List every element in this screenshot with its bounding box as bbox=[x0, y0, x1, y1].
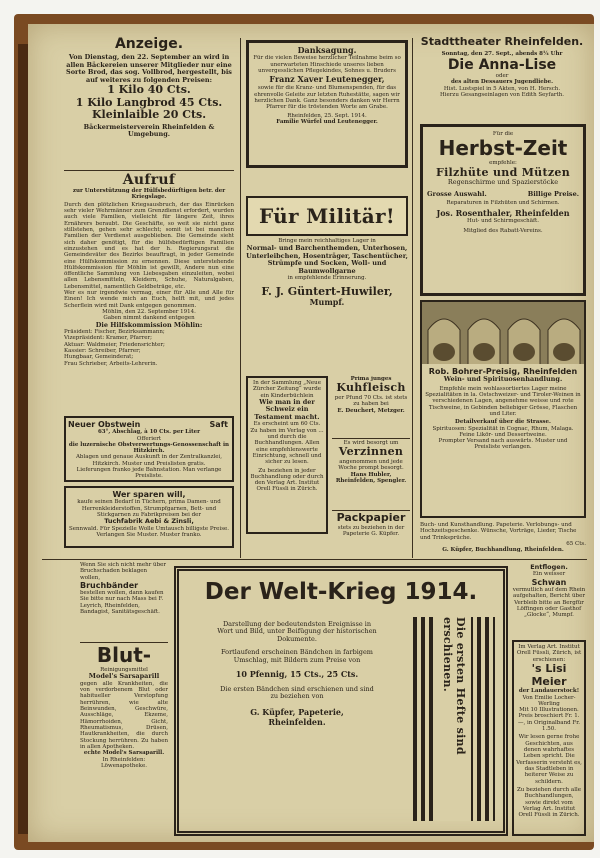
danksagung-ad bbox=[246, 40, 408, 168]
aufruf-title: Aufruf bbox=[122, 172, 176, 188]
kuhfleisch-price: per Pfund 70 Cts. ist stets zu haben bei bbox=[334, 394, 408, 408]
aufruf-closing: Gaben nimmt dankend entgegen bbox=[103, 315, 195, 322]
entflogen-ad bbox=[512, 564, 586, 636]
ad-rule bbox=[64, 170, 234, 171]
theater-line-3: Hist. Lustspiel in 5 Akten, von H. Hersch. bbox=[443, 85, 561, 92]
aufruf-subtitle: zur Unterstützung der Hülfsbedürftigen betr. der Kriegslage. bbox=[72, 188, 226, 201]
verzinnen-ad bbox=[332, 440, 410, 508]
aufruf-body: Durch den plötzlichen Kriegsausbruch, der das Einrücken sehr vieler Wehrmänner zum Grenzdienst erfordert, wurden auch viele Familien, vielleicht für längere Zeit, ihres Ernährers beraubt. Die Geschäfte, so weit sie nicht ganz stillstehen, gehen sehr schlecht; somit ist bei manchen Familien der Verdienst ausgeblieben. Die Gemeinde sieht sich daher genötigt, für die hülfsbedürftigen Familien einzustehen und es hat der h. Regierungsrat die Gemeindeväter des Bezirks beauftragt, in jeder Gemeinde eine Hülfskommission zu ernennen. Diese unterstehende Hülfskommission für Möhlin ist gewillt, Andere nun eine öffentliche Sammlung von Liebesgaben einzuleiten, wobei allen Lebensmitteln, Kleidern, Schuhe, Naturalgaben, Lebensmittel, namentlich Geldbeträge, etc. bbox=[64, 201, 234, 290]
herbst-items: Filzhüte und Mützen bbox=[435, 165, 571, 179]
weltkrieg-town: Rheinfelden. bbox=[268, 716, 326, 727]
entflogen-title: Entflogen. bbox=[530, 564, 568, 571]
obstwein-line-1: 63°, Abschlag, à 10 Cts. per Liter bbox=[97, 429, 201, 436]
bruchbaender-ad bbox=[80, 562, 168, 640]
sparen-title: Wer sparen will, bbox=[112, 490, 186, 499]
kuhfleisch-title: Prima junges bbox=[350, 376, 392, 382]
weltkrieg-line-2: Wort und Bild, unter Beifügung der historischen bbox=[217, 627, 377, 636]
kuepfer-price: 65 Cts. bbox=[566, 540, 586, 547]
weltkrieg-vertical-text: Die ersten Hefte sind erschienen. bbox=[437, 617, 471, 821]
verzinnen-title: Verzinnen bbox=[338, 445, 404, 459]
obstwein-line-3: die luzernische Obstverwertungs-Genossenschaft in Hitzkirch. bbox=[68, 441, 230, 455]
packpapier-ad bbox=[332, 512, 410, 556]
danksagung-signature: Familie Würfel und Leutenegger. bbox=[276, 118, 378, 125]
herbst-recommend: empfehle: bbox=[489, 160, 517, 167]
blut-footer-2: In Rheinfelden: Löwenapotheke. bbox=[101, 756, 147, 769]
theater-date: Sonntag, den 27. Sept., abends 8¼ Uhr bbox=[441, 50, 563, 57]
testament-ad bbox=[246, 376, 328, 534]
entflogen-body-2: vermutlich auf dem Rhein aufgehalten, Bericht über Verbleib bitte an Bergfür Löffingen oder Gasthof „Glocke“, Mumpf. bbox=[512, 586, 586, 619]
aufruf-member: Aktuar: Waldmeier, Friedensrichter; bbox=[64, 341, 165, 348]
militaer-ad bbox=[246, 238, 408, 356]
obstwein-line-5: Lieferungen franko jede Bahnstation. Man verlange Preisliste. bbox=[76, 467, 222, 480]
weltkrieg-line-6: Die ersten Bändchen sind erschienen und sind bbox=[220, 684, 374, 693]
lisi-meier-body-2: Wir lesen gerne frohe Geschichten, aus denen wahrhaftes Leben spricht. Die Verfasserin versteht es, das Stadtleben in heiterer Weise zu schildern. bbox=[516, 734, 582, 785]
aufruf-member: Präsident: Fischer, Bezirksammann; bbox=[64, 329, 165, 336]
weinhandlung-title: Rob. Bohrer-Preisig, Rheinfelden bbox=[428, 367, 578, 376]
weltkrieg-prices: 10 Pfennig, 15 Cts., 25 Cts. bbox=[235, 669, 359, 680]
sparen-firm: Tuchfabrik Aebi & Zinsli, bbox=[104, 517, 194, 526]
herbst-title: Herbst-Zeit bbox=[438, 136, 568, 161]
newspaper-page bbox=[28, 24, 594, 842]
sparen-body: kaufe seinen Bedarf in Tüchern, prima Damen- und Herrenkleiderstoffen, Strumpfgarnen, Bett- und Stickgarnen zu Fabrikpreisen bei der bbox=[77, 499, 221, 518]
bruchbaender-title: Bruchbänder bbox=[80, 580, 139, 590]
blut-subtitle: Reinigungsmittel bbox=[100, 667, 148, 673]
militaer-title: Für Militär! bbox=[259, 204, 395, 228]
entflogen-animal: Schwan bbox=[531, 577, 567, 587]
anzeige-price-2: 1 Kilo Langbrod 45 Cts. bbox=[75, 95, 223, 109]
aufruf-commission: Die Hilfskommission Möhlin: bbox=[95, 320, 203, 329]
kuhfleisch-title-2: Kuhfleisch bbox=[336, 381, 406, 395]
theater-line-2: des alten Dessauers Jugendliebe. bbox=[450, 79, 554, 86]
anzeige-price-1: 1 Kilo 40 Cts. bbox=[107, 82, 191, 96]
danksagung-name: Franz Xaver Leutenegger, bbox=[269, 74, 385, 85]
herbst-prices: Billige Preise. bbox=[527, 189, 579, 198]
lisi-meier-intro: Im Verlag Art. Institut Orell Füssli, Zürich, ist erschienen: bbox=[516, 644, 582, 663]
blut-body: gegen alle Krankheiten, die von verdorbenem Blut oder habitueller Verstopfung herrühren, wie alte Beinwunden, Geschwüre, Ausschläge, Ekzeme, Hämorrhoiden, Gicht, Rheumatismus, Drüsen, Hautkrankheiten, die durch Stockung herrühren. Zu haben in allen Apotheken. bbox=[80, 680, 168, 750]
testament-body: In der Sammlung „Neue Zürcher Zeitung“ wurde ein Kinderbüchlein bbox=[252, 380, 322, 399]
aufruf-place-date: Möhlin, den 22. September 1914. bbox=[102, 309, 196, 316]
lisi-meier-body: Mit 10 Illustrationen. Preis broschiert Fr. 1. —, in Originalband Fr. 1.50. bbox=[517, 707, 580, 733]
lisi-meier-ad bbox=[512, 640, 586, 836]
bruchbaender-intro: Wenn Sie sich nicht mehr über Bruchschaden beklagen wollen, bbox=[80, 562, 166, 581]
weltkrieg-line-1: Darstellung der bedeutendsten Ereignisse in bbox=[222, 620, 372, 628]
militaer-outro: in empfehlende Erinnerung. bbox=[287, 275, 367, 282]
danksagung-title: Danksagung. bbox=[297, 45, 357, 55]
kuepfer-ad bbox=[420, 522, 586, 558]
kuepfer-body: Buch- und Kunsthandlung. Papeterie. Verlobungs- und Hochzeitsgeschenke. Wünsche, Vorträge, Lieder, Tische und Trinksprüche. bbox=[420, 522, 577, 541]
danksagung-body-2: sowie für die Kranz- und Blumenspenden, für das ehrenvolle Geleite zur letzten Ruhestätte, sagen wir herzlichen Dank. Ganz besonders danken wir Herrn Pfarrer für die tröstenden Worte am Grabe. bbox=[254, 85, 400, 111]
theater-line-4: Hierzu Gesangseinlagen von Edith Seyfarth. bbox=[439, 91, 564, 98]
militaer-items: Normal- und Barchenthemden, Unterhosen, Unterleibchen, Hosenträger, Taschentücher, Strümpfe und Socken, Woll- und Baumwollgarne bbox=[246, 244, 408, 275]
bruchbaender-body: bestellen wollen, dann kaufen Sie bitte nur nach Mass bei F. Leyrich, Rheinfelden, Bandagist, Sanitätsgeschäft. bbox=[80, 590, 164, 616]
aufruf-member: Kassier: Schreiber, Pfarrer; bbox=[64, 348, 141, 355]
anzeige-intro: Von Dienstag, den 22. September an wird in allen Bäckereien unserer Mitglieder nur eine Sorte Brod, das sog. Vollbrod, hergestellt, bis auf weiteres zu folgenden Preisen: bbox=[66, 53, 232, 84]
kuhfleisch-seller: E. Deuchert, Metzger. bbox=[337, 407, 405, 414]
aufruf-member: Hungbaar, Gemeinderat; bbox=[64, 354, 134, 361]
kuhfleisch-ad bbox=[332, 376, 410, 436]
aufruf-member: Frau Schrieber, Arbeits-Lehrerin. bbox=[64, 360, 158, 367]
herbst-selection: Grosse Auswahl. bbox=[427, 189, 487, 198]
blut-footer: echte Model's Sarsaparill. bbox=[83, 750, 165, 757]
weltkrieg-ad bbox=[174, 566, 508, 836]
theater-ad bbox=[416, 36, 588, 122]
herbst-member: Mitglied des Rabatt-Vereins. bbox=[463, 227, 543, 234]
blut-product: Model's Sarsaparill bbox=[88, 672, 160, 681]
herbst-ad bbox=[420, 124, 586, 296]
weltkrieg-line-5: Umschlag, mit Bildern zum Preise von bbox=[233, 655, 361, 664]
packpapier-body: stets zu beziehen in der Papeterie G. Küpfer. bbox=[337, 524, 405, 537]
theater-play: Die Anna-Lise bbox=[447, 56, 557, 73]
obstwein-line-4: Ablagen und genaue Auskunft in der Zentralkanzlei, Hitzkirch. Muster und Preislisten gratis. bbox=[75, 454, 223, 467]
obstwein-line-2: Offeriert bbox=[136, 435, 162, 442]
theater-title: Stadttheater Rheinfelden. bbox=[420, 36, 584, 48]
packpapier-title: Packpapier bbox=[336, 512, 406, 524]
weinhandlung-subtitle: Wein- und Spirituosenhandlung. bbox=[443, 375, 563, 384]
weinhandlung-ad bbox=[420, 300, 586, 518]
militaer-firm: F. J. Güntert-Huwiler, bbox=[261, 284, 393, 298]
danksagung-place-date: Rheinfelden, 25. Sept. 1914. bbox=[287, 112, 367, 119]
column-rule bbox=[240, 38, 241, 558]
aufruf-ad bbox=[64, 172, 234, 412]
anzeige-ad bbox=[64, 36, 234, 139]
column-rule bbox=[412, 38, 413, 558]
aufruf-member: Vizepräsident: Kramer, Pfarrer; bbox=[64, 335, 152, 342]
testament-body-2: Es erscheint um 60 Cts. Zu haben im Verlag von ... und durch die Buchhandlungen. Allen eine empfehlenswerte Einrichtung, schnell und sicher zu lesen. bbox=[250, 421, 324, 466]
obstwein-ad bbox=[64, 416, 234, 482]
aufruf-appeal: Wer es nur irgendwie vermag, einer für Alle und Alle für Einen! Ich wende mich an Euch, helft mit, und jedes Scherflein wird mit Dank entgegen genommen. bbox=[64, 290, 234, 309]
weinhandlung-line-1: Detailverkauf über die Strasse. bbox=[455, 419, 551, 426]
weinhandlung-body: Empfehle mein wohlassortiertes Lager meine Spezialitäten in la. Ostschweizer- und Tiroler-Weinen in verschiedenen Lagen, angenehme weisse und rote Tischweine, in Gebinden beliebiger Grösse, Flaschen und Liter. bbox=[425, 385, 581, 417]
militaer-intro: Bringe mein reichhaltiges Lager in bbox=[278, 238, 376, 244]
militaer-banner bbox=[246, 196, 408, 236]
weltkrieg-line-7: zu beziehen von bbox=[270, 692, 324, 700]
testament-seller: Zu beziehen in jeder Buchhandlung oder durch den Verlag Art. Institut Orell Füssli in Zürich. bbox=[250, 467, 324, 493]
anzeige-title: Anzeige. bbox=[114, 36, 184, 52]
blut-ad bbox=[80, 644, 168, 838]
herbst-repair: Reparaturen in Filzhüten und Schirmen. bbox=[446, 199, 560, 206]
verzinnen-seller: Hans Hubler, Rheinfelden, Spengler. bbox=[335, 471, 407, 484]
militaer-town: Mumpf. bbox=[309, 297, 345, 308]
testament-title: Wie man in der Schweiz ein Testament macht. bbox=[254, 397, 320, 421]
herbst-firm-2: Hut- und Schirmgeschäft. bbox=[467, 218, 539, 225]
sparen-ad bbox=[64, 486, 234, 548]
lisi-meier-seller: Zu beziehen durch alle Buchhandlungen, sowie direkt vom Verlag Art. Institut Orell Füssli in Zürich. bbox=[516, 786, 581, 819]
lisi-meier-author: Von Emilie Locher-Werling bbox=[522, 694, 576, 707]
weinhandlung-line-2: Spirituosen: Spezialität in Cognac, Rhum, Malaga. Feine Likör- und Dessertweine. bbox=[432, 425, 574, 438]
lisi-meier-subtitle: der Landauerstock! bbox=[518, 688, 580, 695]
blut-title: Blut- bbox=[96, 644, 152, 667]
sparen-address: Sennwald. Für Spezielle Wolle Umtausch billigste Preise. Verlangen Sie Muster. Muster franko. bbox=[68, 525, 230, 538]
ad-rule bbox=[80, 642, 168, 643]
ad-rule bbox=[332, 510, 410, 511]
verzinnen-intro: Es wird besorgt um bbox=[343, 440, 399, 446]
anzeige-signature: Bäckermeisterverein Rheinfelden & Umgebung. bbox=[83, 122, 215, 139]
herbst-items-2: Regenschirme und Spazierstöcke bbox=[447, 178, 559, 187]
anzeige-price-3: Kleinlaible 20 Cts. bbox=[91, 108, 207, 122]
entflogen-body: Ein weisser bbox=[532, 571, 566, 578]
obstwein-title: Neuer Obstwein bbox=[68, 420, 141, 429]
weltkrieg-seller: G. Küpfer, Papeterie, bbox=[250, 707, 344, 718]
kuepfer-seller: G. Küpfer, Buchhandlung, Rheinfelden. bbox=[442, 547, 564, 554]
obstwein-title-2: Saft bbox=[209, 420, 228, 429]
section-rule bbox=[42, 559, 587, 560]
weltkrieg-line-3: Dokumente. bbox=[277, 634, 317, 643]
weinhandlung-line-3: Prompter Versand nach auswärts. Muster und Preisliste verlangen. bbox=[438, 438, 568, 451]
theater-line-1: oder bbox=[495, 73, 509, 80]
wine-cellar-illustration bbox=[422, 302, 584, 364]
weltkrieg-vertical-banner bbox=[413, 617, 495, 821]
verzinnen-body: angenommen und jede Woche prompt besorgt. bbox=[338, 458, 404, 472]
ad-rule bbox=[332, 438, 410, 439]
herbst-intro: Für die bbox=[492, 131, 514, 137]
weltkrieg-title: Der Welt-Krieg 1914. bbox=[204, 579, 478, 605]
danksagung-body: Für die vielen Beweise herzlicher Teilnahme beim so unerwarteten Hinschiede unseres lieben unvergesslichen Pflegekindes, Sohnes u. Bruders bbox=[253, 55, 401, 74]
weltkrieg-line-4: Fortlaufend erscheinen Bändchen in farbigem bbox=[221, 648, 373, 657]
lisi-meier-title: 's Lisi Meier bbox=[531, 661, 567, 688]
herbst-firm: Jos. Rosenthaler, Rheinfelden bbox=[436, 208, 570, 219]
